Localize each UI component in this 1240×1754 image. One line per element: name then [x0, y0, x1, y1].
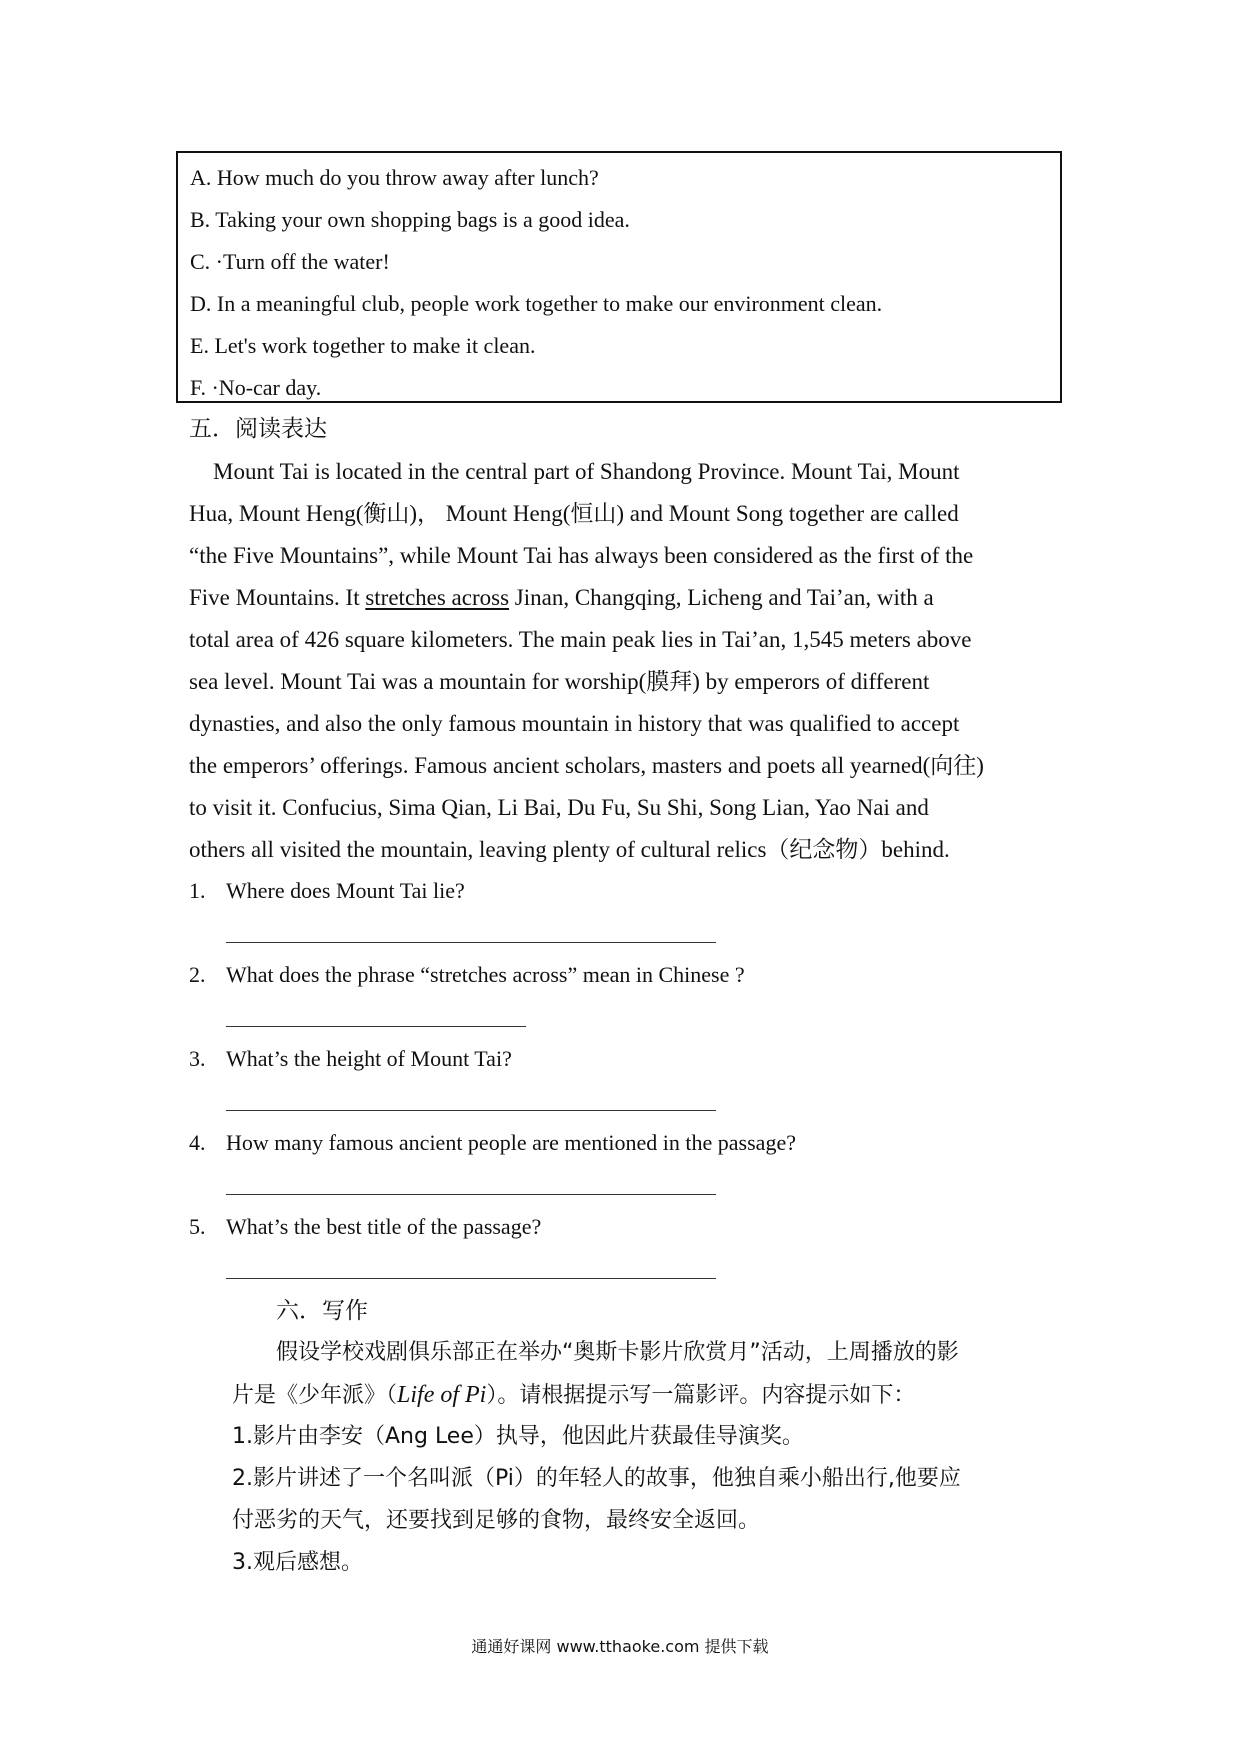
reading-heading: 五．阅读表达 [189, 416, 327, 442]
writing-hint-2: 2.影片讲述了一个名叫派（Pi）的年轻人的故事，他独自乘小船出行,他要应 [232, 1466, 961, 1491]
question-number: 3. [189, 1046, 206, 1071]
answer-line-1[interactable] [226, 942, 716, 943]
passage-line-10: others all visited the mountain, leaving plenty of cultural relics（纪念物）behind. [189, 837, 950, 862]
passage-line-1: Mount Tai is located in the central part of Shandong Province. Mount Tai, Mount [213, 459, 960, 484]
question-3 [189, 1044, 512, 1074]
option-f: F. ·No-car day. [190, 375, 322, 400]
writing-hint-2-cont: 付恶劣的天气，还要找到足够的食物，最终安全返回。 [232, 1508, 761, 1533]
underlined-phrase: stretches across [365, 585, 510, 610]
passage-line-2: Hua, Mount Heng(衡山)， Mount Heng(恒山) and Mount Song together are called [189, 501, 959, 526]
option-b: B. Taking your own shopping bags is a good idea. [190, 207, 630, 232]
question-number: 2. [189, 962, 206, 987]
answer-line-2[interactable] [226, 1026, 526, 1027]
passage-line-9: to visit it. Confucius, Sima Qian, Li Bai, Du Fu, Su Shi, Song Lian, Yao Nai and [189, 795, 929, 820]
question-number: 4. [189, 1130, 206, 1155]
option-e: E. Let's work together to make it clean. [190, 333, 536, 358]
option-c: C. ·Turn off the water! [190, 249, 390, 274]
writing-hint-3: 3.观后感想。 [232, 1550, 363, 1575]
film-title-italic: Life of Pi [397, 1382, 487, 1408]
passage-line-3: “the Five Mountains”, while Mount Tai has always been considered as the first of the [189, 543, 974, 568]
question-text: What’s the height of Mount Tai? [226, 1046, 512, 1071]
writing-prompt-line-2b: ）。请根据提示写一篇影评。内容提示如下： [486, 1383, 916, 1408]
question-number: 5. [189, 1214, 206, 1239]
option-d: D. In a meaningful club, people work together to make our environment clean. [190, 291, 883, 316]
answer-line-3[interactable] [226, 1110, 716, 1111]
page-footer: 通通好课网 www.tthaoke.com 提供下载 [471, 1637, 769, 1656]
writing-heading: 六．写作 [276, 1298, 368, 1324]
answer-line-4[interactable] [226, 1194, 716, 1195]
question-text: What does the phrase “stretches across” mean in Chinese ? [226, 962, 745, 987]
question-number: 1. [189, 878, 206, 903]
passage-line-8: the emperors’ offerings. Famous ancient scholars, masters and poets all yearned(向往) [189, 753, 984, 778]
passage-line-4-start: Five Mountains. It [189, 585, 360, 610]
question-text: Where does Mount Tai lie? [226, 878, 465, 903]
question-4 [189, 1128, 796, 1158]
question-1 [189, 876, 465, 906]
writing-hint-1: 1.影片由李安（Ang Lee）执导，他因此片获最佳导演奖。 [232, 1424, 804, 1449]
question-5 [189, 1212, 541, 1242]
passage-line-4-end: Jinan, Changqing, Licheng and Tai’an, with a [509, 585, 934, 610]
passage-line-4 [189, 583, 934, 613]
passage-line-5: total area of 426 square kilometers. The main peak lies in Tai’an, 1,545 meters above [189, 627, 972, 652]
writing-prompt-line-1: 假设学校戏剧俱乐部正在举办“奥斯卡影片欣赏月”活动，上周播放的影 [276, 1340, 959, 1365]
question-text: What’s the best title of the passage? [226, 1214, 542, 1239]
options-box [176, 151, 1062, 403]
answer-line-5[interactable] [226, 1278, 716, 1279]
writing-prompt-line-2 [232, 1380, 915, 1411]
passage-line-6: sea level. Mount Tai was a mountain for worship(膜拜) by emperors of different [189, 669, 930, 694]
option-a: A. How much do you throw away after lunch? [190, 165, 599, 190]
question-2 [189, 960, 745, 990]
question-text: How many famous ancient people are mentioned in the passage? [226, 1130, 796, 1155]
writing-prompt-line-2a: 片是《少年派》（ [232, 1383, 398, 1408]
passage-line-7: dynasties, and also the only famous mountain in history that was qualified to accept [189, 711, 960, 736]
